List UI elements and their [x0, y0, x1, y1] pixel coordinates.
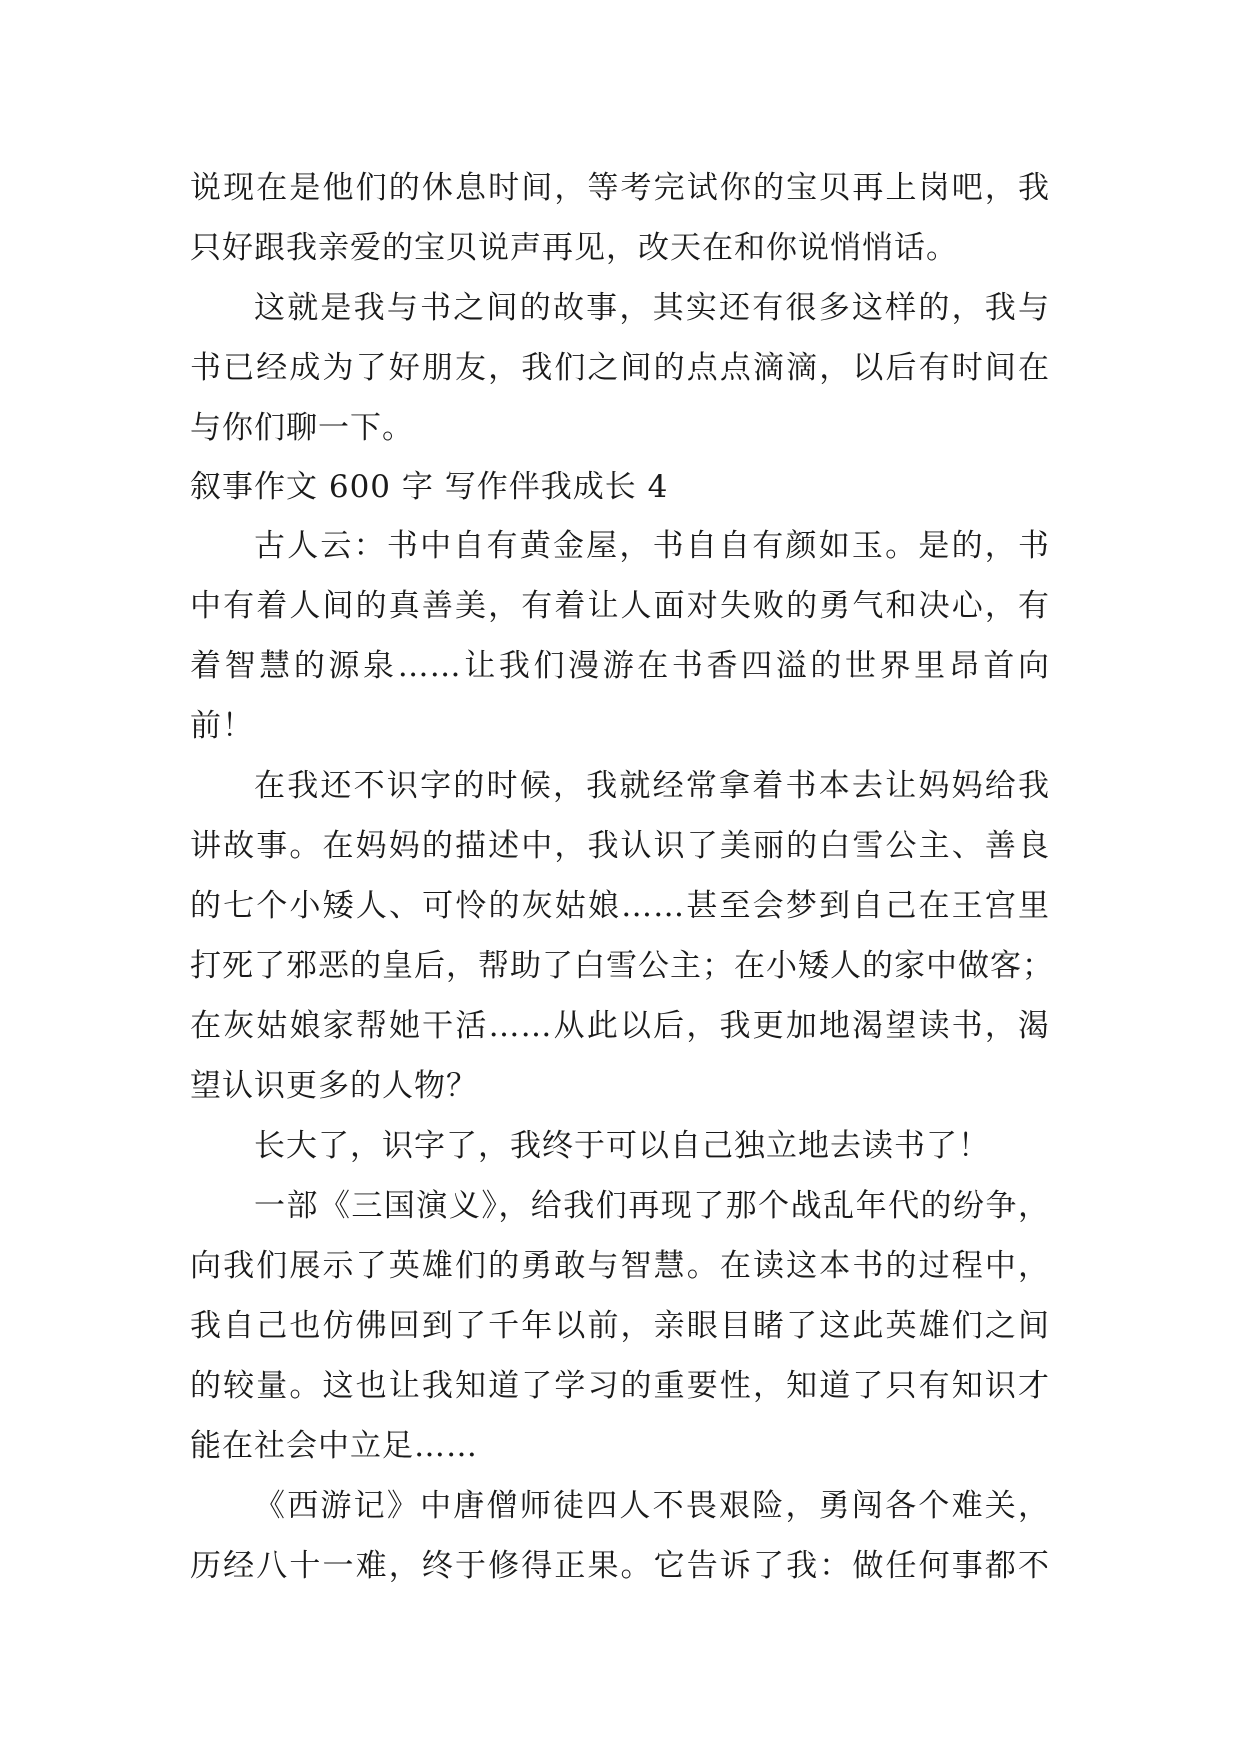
text-line: 中有着人间的真善美，有着让人面对失败的勇气和决心，有: [190, 588, 1050, 624]
paragraph: [190, 1116, 1050, 1176]
paragraph: [190, 1176, 1050, 1476]
paragraph: [190, 278, 1050, 458]
text-line: 能在社会中立足……: [190, 1428, 478, 1464]
paragraph: [190, 158, 1050, 278]
paragraph: [190, 756, 1054, 1116]
section-heading: 叙事作文 600 字 写作伴我成长 4: [190, 469, 669, 505]
text-line: 着智慧的源泉……让我们漫游在书香四溢的世界里昂首向: [190, 648, 1050, 684]
text-line: 的七个小矮人、可怜的灰姑娘……甚至会梦到自己在王宫里: [190, 888, 1050, 924]
text-line: 讲故事。在妈妈的描述中，我认识了美丽的白雪公主、善良: [190, 828, 1050, 864]
text-line: 在我还不识字的时候，我就经常拿着书本去让妈妈给我: [254, 768, 1050, 804]
text-line: 一部《三国演义》，给我们再现了那个战乱年代的纷争，: [254, 1188, 1050, 1224]
text-line: 长大了，识字了，我终于可以自己独立地去读书了！: [254, 1128, 990, 1164]
text-line: 说现在是他们的休息时间，等考完试你的宝贝再上岗吧，我: [190, 170, 1050, 206]
paragraph: [190, 1476, 1050, 1596]
text-line: 《西游记》中唐僧师徒四人不畏艰险，勇闯各个难关，: [254, 1488, 1050, 1524]
text-line: 我自己也仿佛回到了千年以前，亲眼目睹了这此英雄们之间: [190, 1308, 1050, 1344]
text-line: 的较量。这也让我知道了学习的重要性，知道了只有知识才: [190, 1368, 1050, 1404]
text-line: 这就是我与书之间的故事，其实还有很多这样的，我与: [254, 290, 1050, 326]
paragraph: [190, 516, 1050, 756]
text-line: 只好跟我亲爱的宝贝说声再见，改天在和你说悄悄话。: [190, 230, 958, 266]
document-body: [190, 158, 1054, 1596]
text-line: 望认识更多的人物？: [190, 1068, 478, 1104]
text-line: 古人云：书中自有黄金屋，书自自有颜如玉。是的，书: [254, 528, 1050, 564]
text-line: 与你们聊一下。: [190, 410, 414, 446]
text-line: 历经八十一难，终于修得正果。它告诉了我：做任何事都不: [190, 1548, 1050, 1584]
text-line: 打死了邪恶的皇后，帮助了白雪公主；在小矮人的家中做客；: [190, 948, 1054, 984]
text-line: 前！: [190, 708, 254, 744]
text-line: 在灰姑娘家帮她干活……从此以后，我更加地渴望读书，渴: [190, 1008, 1050, 1044]
text-line: 向我们展示了英雄们的勇敢与智慧。在读这本书的过程中，: [190, 1248, 1050, 1284]
text-line: 书已经成为了好朋友，我们之间的点点滴滴，以后有时间在: [190, 350, 1050, 386]
